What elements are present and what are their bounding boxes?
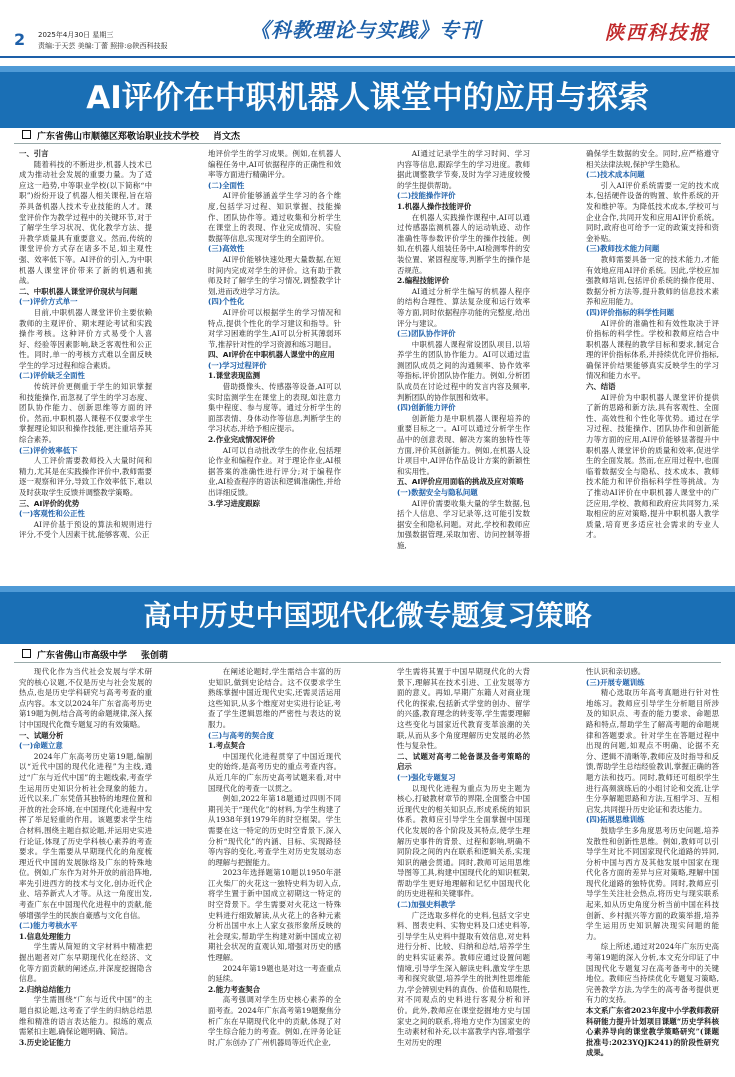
article1-author: 肖文杰 [213, 132, 241, 142]
article2-body [19, 667, 719, 1072]
paragraph: 学生需围绕“广东与近代中国”的主题自拟论题,这考查了学生的归纳总结思维和精准的语言表达能力。拟练的观点需紧扣主题,确保论题明确、简洁。 [19, 995, 152, 1037]
paragraph: 目前,中职机器人课堂评价主要依赖教师的主观评价、期末理论考试和实践操作考核。这种评价方式易受个人喜好、经验等因素影响,缺乏客观性和公正性。同时,单一的考核方式难以全面反映学生的学习过程和综合素质。 [19, 307, 152, 370]
subsection-heading: (三)与高考的契合度 [208, 730, 274, 740]
subsection-heading: (二)评价缺乏全面性 [19, 371, 85, 381]
paragraph: 引入AI评价系统需要一定的技术成本,包括硬件设备的购置、软件系统的开发和维护等。为降低技术成本,学校可与企业合作,共同开发和应用AI评价系统。同时,政府也可给予一定的政策支持和资金补贴。 [586, 180, 719, 243]
subsection-heading: (三)团队协作评价 [397, 329, 456, 339]
article1-title: AI评价在中职机器人课堂中的应用与探索 [86, 80, 649, 116]
newspaper-logo: 陕西科技报 [605, 22, 711, 44]
bold-line: 本文系广东省2023年度中小学教师教研科研能力提升计划项目课题“历史学科核心素养导向的课堂教学策略研究”(课题批准号:2023YQJK241)的阶段性研究成果。 [586, 1006, 719, 1058]
paragraph: AI可以自动批改学生的作业,包括理论作业和编程作业。对于理论作业,AI根据答案的准确性进行评分;对于编程作业,AI检查程序的语法和逻辑准确性,并给出详细反馈。 [208, 445, 341, 497]
subsection-heading: (三)开展专题训练 [586, 677, 645, 687]
subsection-heading: (三)高效性 [208, 244, 245, 254]
subsection-heading: (二)加强史料教学 [397, 900, 456, 910]
special-issue-title: 《科教理论与实践》专刊 [250, 18, 481, 42]
paragraph: 教师需要具备一定的技术能力,才能有效地应用AI评价系统。因此,学校应加强教师培训,包括评价系统的操作使用、数据分析方法等,提升教师的信息技术素养和应用能力。 [586, 254, 719, 307]
paragraph: 现代化作为当代社会发展与学术研究的核心议题,不仅是历史与社会发展的热点,也是历史学科研究与高考考查的重点内容。本文以2024年广东省高考历史第19题为例,结合高考的命题规律,深入探讨中国现代化微专题复习的有效策略。 [19, 667, 152, 729]
paragraph: 地评价学生的学习成果。例如,在机器人编程任务中,AI可依据程序的正确性和效率等方面进行精确评分。 [208, 149, 341, 180]
article2-author: 张创萌 [141, 651, 169, 661]
paragraph: AI评价的准确性和有效性取决于评价指标的科学性。学校和教师应结合中职机器人课程的教学目标和要求,制定合理的评价指标体系,并持续优化评价指标,确保评价结果能够真实反映学生的学习情况和能力水平。 [586, 318, 719, 381]
paragraph: 高考强调对学生历史核心素养的全面考查。2024年广东高考第19题聚焦分析广东在早期现代化中的贡献,体现了对学生综合能力的考查。例如,在评务论证时,广东创办了广州机器局等近代企业, [208, 995, 341, 1047]
section-heading: 二、中职机器人课堂评价现状与问题 [19, 286, 138, 296]
subsection-heading: (四)评价指标的科学性问题 [586, 307, 675, 317]
bold-line: 2.归纳总结能力 [19, 984, 72, 994]
paragraph: 综上所述,通过对2024年广东历史高考第19题的深入分析,本文充分印证了中国现代化专题复习在高考备考中的关键地位。教师应当持续优化专题复习策略,完善教学方法,为学生的高考备考提供更有力的支持。 [586, 942, 719, 1005]
paragraph: 2024年第19题也是对这一考查重点的延续。 [208, 963, 341, 984]
article2-column-4 [586, 667, 719, 1072]
paragraph: 在机器人实践操作课程中,AI可以通过传感器监测机器人的运动轨迹、动作准确性等参数评价学生的操作技能。例如,在机器人组装任务中,AI检测零件的安装位置、紧固程度等,判断学生的操作是否规范。 [397, 212, 530, 275]
paragraph: 学生需从简短的文字材料中精准把握出题者对广东早期现代化在经济、文化等方面贡献的阐述点,并深度挖掘隐含信息。 [19, 942, 152, 984]
paragraph: 精心选取历年高考真题进行针对性地练习。教师应引导学生分析题目所涉及的知识点、考查的能力要求、命题思路和特点,帮助学生了解高考题的命题规律和答题要求。针对学生在答题过程中出现的问题,如观点不明确、论据不充分、逻辑不清晰等,教师应及时指导和反馈,帮助学生总结经验教训,掌握正确的答题方法和技巧。同时,教师还可组织学生进行高频演练后的小组讨论和交流,让学生分享解题思路和方法,互相学习、互相启发,共同提升历史论证和表达能力。 [586, 688, 719, 814]
subsection-heading: (四)拓展思维训练 [586, 815, 645, 825]
paragraph: 确保学生数据的安全。同时,应严格遵守相关法律法规,保护学生隐私。 [586, 149, 719, 169]
paragraph: 性认识和亲切感。 [586, 667, 646, 676]
bold-line: 1.课堂表现监测 [208, 371, 261, 381]
paragraph: AI评价需要收集大量的学生数据,包括个人信息、学习记录等,这可能引发数据安全和隐私问题。对此,学校和教师应加强数据管理,采取加密、访问控制等措施, [397, 498, 530, 550]
byline-box-icon [22, 130, 31, 139]
paragraph: 创新能力是中职机器人课程培养的重要目标之一。AI可以通过分析学生作品中的创意表现、解决方案的独特性等方面,评价其创新能力。例如,在机器人设计项目中,AI评估作品设计方案的新颖性和实用性。 [397, 413, 530, 476]
section-heading: 六、结语 [586, 382, 616, 392]
bold-line: 2.能力考查契合 [208, 984, 261, 994]
article2-title-banner [0, 586, 735, 644]
paragraph: AI评价可以根据学生的学习情况和特点,提供个性化的学习建议和指导。针对学习困难的学生,AI可以分析其薄弱环节,推荐针对性的学习资源和练习题目。 [208, 307, 341, 349]
article1-column-1 [19, 149, 152, 576]
subsection-heading: (一)数据安全与隐私问题 [397, 488, 478, 497]
article1-column-3 [397, 149, 530, 576]
article2-title: 高中历史中国现代化微专题复习策略 [143, 599, 592, 632]
paragraph: 广泛选取多样化的史料,包括文字史料、图表史料、实物史料及口述史料等,引导学生从史料中提取有效信息,对史料进行分析、比较、归纳和总结,培养学生的史料实证素养。教师应通过设置问题情境,引导学生深入解读史料,激发学生思考和探究欲望,培养学生的批判性思维能力,学会辨别史料的真伪、价值和局限性,对不同观点的史料进行客观分析和评价。此外,教师应在课堂挖掘地方史与国家史之间的联系,将地方史作为国家史的生动素材和补充,以丰富教学内容,增强学生对历史的理 [397, 910, 530, 1047]
paragraph: 在阐述论题时,学生需结合丰富的历史知识,做到史论结合。这不仅要求学生熟练掌握中国近现代史实,还需灵活运用这些知识,从多个维度对史实进行论证,考查了学生逻辑思维的严密性与表达的说服力。 [208, 667, 341, 729]
article1-byline [22, 129, 240, 142]
subsection-heading: (三)教师技术能力问题 [586, 244, 660, 254]
article1-affiliation: 广东省佛山市顺德区郑敬诒职业技术学校 [37, 132, 200, 142]
paragraph: 鼓励学生多角度思考历史问题,培养发散性和创新性思维。例如,教师可以引导学生对比不同国家现代化道路的异同,分析中国与西方及其他发展中国家在现代化各方面的差异与应对策略,理解中国现代化道路的独特优势。同时,教师应引导学生关注社会热点,将历史与现实联系起来,如从历史角度分析当前中国在科技创新、乡村振兴等方面的政策举措,培养学生运用历史知识解决现实问题的能力。 [586, 825, 719, 941]
article1-column-2 [208, 149, 341, 576]
article2-column-2 [208, 667, 341, 1072]
article1-title-banner [0, 66, 735, 128]
paragraph: 借助摄像头、传感器等设备,AI可以实时监测学生在课堂上的表现,如注意力集中程度、参与度等。通过分析学生的面部表情、身体动作等信息,判断学生的学习状态,并给予相应提示。 [208, 382, 341, 434]
bold-line: 1.机器人操作技能评价 [397, 201, 472, 211]
byline-box-icon [22, 649, 31, 658]
staff-line: 责编:于天芸 美编:丁蕾 照排:◎陕西科技报 [38, 42, 168, 50]
article1-column-4 [586, 149, 719, 576]
date-line: 2025年4月30日 星期三 [38, 31, 114, 39]
header-rule [0, 56, 735, 58]
section-heading: 四、AI评价在中职机器人课堂中的应用 [208, 350, 335, 360]
section-heading: 五、AI评价应用面临的挑战及应对策略 [397, 477, 524, 487]
paragraph: 人工评价需要教师投入大量时间和精力,尤其是在实践操作评价中,教师需要逐一观察和评分,导致工作效率低下,难以及时获取学生反馈并调整教学策略。 [19, 456, 152, 497]
section-heading: 一、引言 [19, 149, 49, 158]
paragraph: AI通过记录学生的学习时间、学习内容等信息,跟踪学生的学习进度。教师据此调整教学节奏,及时为学习进度较慢的学生提供帮助。 [397, 149, 530, 190]
subsection-heading: (二)技术成本问题 [586, 170, 645, 180]
bold-line: 3.历史论证能力 [19, 1037, 72, 1047]
paragraph: 例如,2022年第18题通过四则不同期刊关于“现代化”的材料,为学生构建了从1938年到1979年的时空框架。学生需要在这一特定的历史时空背景下,深入分析“现代化”的内涵、目标、实现路径等内容的变化,考查学生对历史发展动态的理解与把握能力。 [208, 794, 341, 867]
subsection-heading: (一)命题立意 [19, 741, 63, 751]
bold-line: 1.考点契合 [208, 741, 246, 751]
subsection-heading: (一)强化专题复习 [397, 772, 456, 782]
paragraph: AI评价能够快速处理大量数据,在短时间内完成对学生的评价。这有助于教师及时了解学生的学习情况,调整教学计划,进而改进学习方法。 [208, 254, 341, 296]
bold-line: 2.作业完成情况评价 [208, 435, 275, 445]
subsection-heading: (一)学习过程评价 [208, 360, 267, 370]
article1-rule [14, 143, 721, 144]
article2-affiliation: 广东省佛山市高级中学 [37, 651, 128, 661]
page-number: 2 [14, 30, 26, 49]
section-heading: 一、试题分析 [19, 730, 64, 740]
section-heading: 二、试题对高考二轮备课及备考策略的启示 [397, 751, 530, 772]
banner-stripe [0, 586, 735, 592]
section-heading: 三、AI评价的优势 [19, 498, 80, 508]
paragraph: 以现代化进程为重点为历史主题为核心,打破教材章节的界限,全面整合中国近现代史的相关知识点,形成系统的知识体系。教师应引导学生全面掌握中国现代化发展的各个阶段及其特点,使学生理解历史事件的背景、过程和影响,明确不同阶段之间的内在联系和逻辑关系,实现知识的融会贯通。同时,教师可运用思维导图等工具,构建中国现代化的知识框架,帮助学生更好地理解和记忆中国现代化的历史进程和关键事件。 [397, 783, 530, 899]
subsection-heading: (一)评价方式单一 [19, 297, 78, 307]
paragraph: 随着科技的不断进步,机器人技术已成为推动社会发展的重要力量。为了适应这一趋势,中等职业学校(以下简称“中职”)纷纷开设了机器人相关课程,旨在培养具备机器人技术专业技能的人才。课堂评价作为教学过程中的关键环节,对于了解学生学习状况、优化教学方法、提升教学质量具有重要意义。然而,传统的课堂评价方式存在诸多不足,如主观性强、效率低下等。AI评价的引入,为中职机器人课堂评价带来了新的机遇和挑战。 [19, 159, 152, 286]
paragraph: 2023年选择题第10题以1950年湛江火柴厂的火花这一独特史料为切入点,将学生置于新中国成立初期这一特定的时空背景下。学生需要对火花这一特殊史料进行细致解读,从火花上的各种元素分析出国中水上人家女孩形象所反映的社会现实,帮助学生构建对新中国成立初期社会状况的直观认知,增强对历史的感性理解。 [208, 868, 341, 963]
page-header [0, 0, 735, 60]
subsection-heading: (一)客观性和公正性 [19, 509, 85, 519]
article2-rule [14, 662, 721, 663]
paragraph: AI评价为中职机器人课堂评价提供了新的思路和新方法,具有客观性、全面性、高效性和个性化等优势。通过在学习过程、技能操作、团队协作和创新能力等方面的应用,AI评价能够显著提升中职机器人课堂评价的质量和效率,促进学生的全面发展。然而,在应用过程中,也面临着数据安全与隐私、技术成本、教师技术能力和评价指标科学性等挑战。为了推动AI评价在中职机器人课堂中的广泛应用,学校、教师和政府应共同努力,采取相应的应对策略,提升中职机器人教学质量,培育更多适应社会需求的专业人才。 [586, 392, 719, 540]
article2-column-1 [19, 667, 152, 1072]
subsection-heading: (二)能力考核水平 [19, 921, 78, 931]
subsection-heading: (二)技能操作评价 [397, 191, 456, 201]
paragraph: AI评价基于预设的算法和规则进行评分,不受个人因素干扰,能够客观、公正 [19, 519, 152, 540]
paragraph: 2024年广东高考历史第19题,编制以“近代中国的现代化进程”为主线,通过“广东与近代中国”的主题线索,考查学生运用历史知识分析社会现象的能力。近代以来,广东凭借其独特的地理位置和开放的社会环境,在中国现代化进程中发挥了举足轻重的作用。该题要求学生结合材料,围绕主题自拟论题,并运用史实进行论证,体现了历史学科核心素养的考查要求。学生需要从早期现代化的角度梳理近代中国的发展脉络及广东的特殊地位。例如,广东作为对外开放的前沿阵地,率先引进西方的技术与文化,创办近代企业、培养新式人才等。从这一角度出发,考查广东在中国现代化进程中的贡献,能够增强学生的民族自豪感与文化自信。 [19, 751, 152, 920]
paragraph: 中国现代化进程贯穿了中国近现代史的始终,是高考历史的重点考查内容。从近几年的广东历史高考试题来看,对中国现代化的考查一以贯之。 [208, 751, 341, 793]
paragraph: 传统评价更侧重于学生的知识掌握和技能操作,而忽视了学生的学习态度、团队协作能力、创新思维等方面的评价。然而,中职机器人课程不仅要求学生掌握理论知识和操作技能,更注重培养其综合素养。 [19, 382, 152, 445]
bold-line: 1.信息处理能力 [19, 931, 72, 941]
paragraph: 中职机器人课程常设团队项目,以培养学生的团队协作能力。AI可以通过监测团队成员之间的沟通频率、协作效率等指标,评价团队协作能力。例如,分析团队成员在讨论过程中的发言内容及频率,判断团队的协作氛围和效率。 [397, 339, 530, 402]
bold-line: 2.编程技能评价 [397, 276, 450, 286]
article2-column-3 [397, 667, 530, 1072]
article2-byline [22, 648, 168, 661]
subsection-heading: (四)个性化 [208, 297, 245, 307]
article1-body [19, 149, 719, 576]
banner-stripe [0, 66, 735, 72]
paragraph: 学生需将其置于中国早期现代化的大背景下,理解其在技术引进、工业发展等方面的意义。再如,早期广东籍人对商业现代化的探索,包括新式学堂的创办、留学的兴盛,教育理念的转变等,学生需要理解这些变化与国家近代教育变革浪潮的关联,从而从多个角度理解历史发展的必然性与复杂性。 [397, 667, 530, 751]
bold-line: 3.学习进度跟踪 [208, 498, 261, 508]
paragraph: AI通过分析学生编写的机器人程序的结构合理性、算法复杂度和运行效率等方面,同时依据程序功能的完整度,给出评分与建议。 [397, 286, 530, 328]
paragraph: AI评价能够涵盖学生学习的各个维度,包括学习过程、知识掌握、技能操作、团队协作等。通过收集和分析学生在课堂上的表现、作业完成情况、实验数据等信息,实现对学生的全面评价。 [208, 191, 341, 243]
subsection-heading: (二)全面性 [208, 180, 245, 190]
subsection-heading: (四)创新能力评价 [397, 403, 456, 413]
subsection-heading: (三)评价效率低下 [19, 445, 78, 455]
